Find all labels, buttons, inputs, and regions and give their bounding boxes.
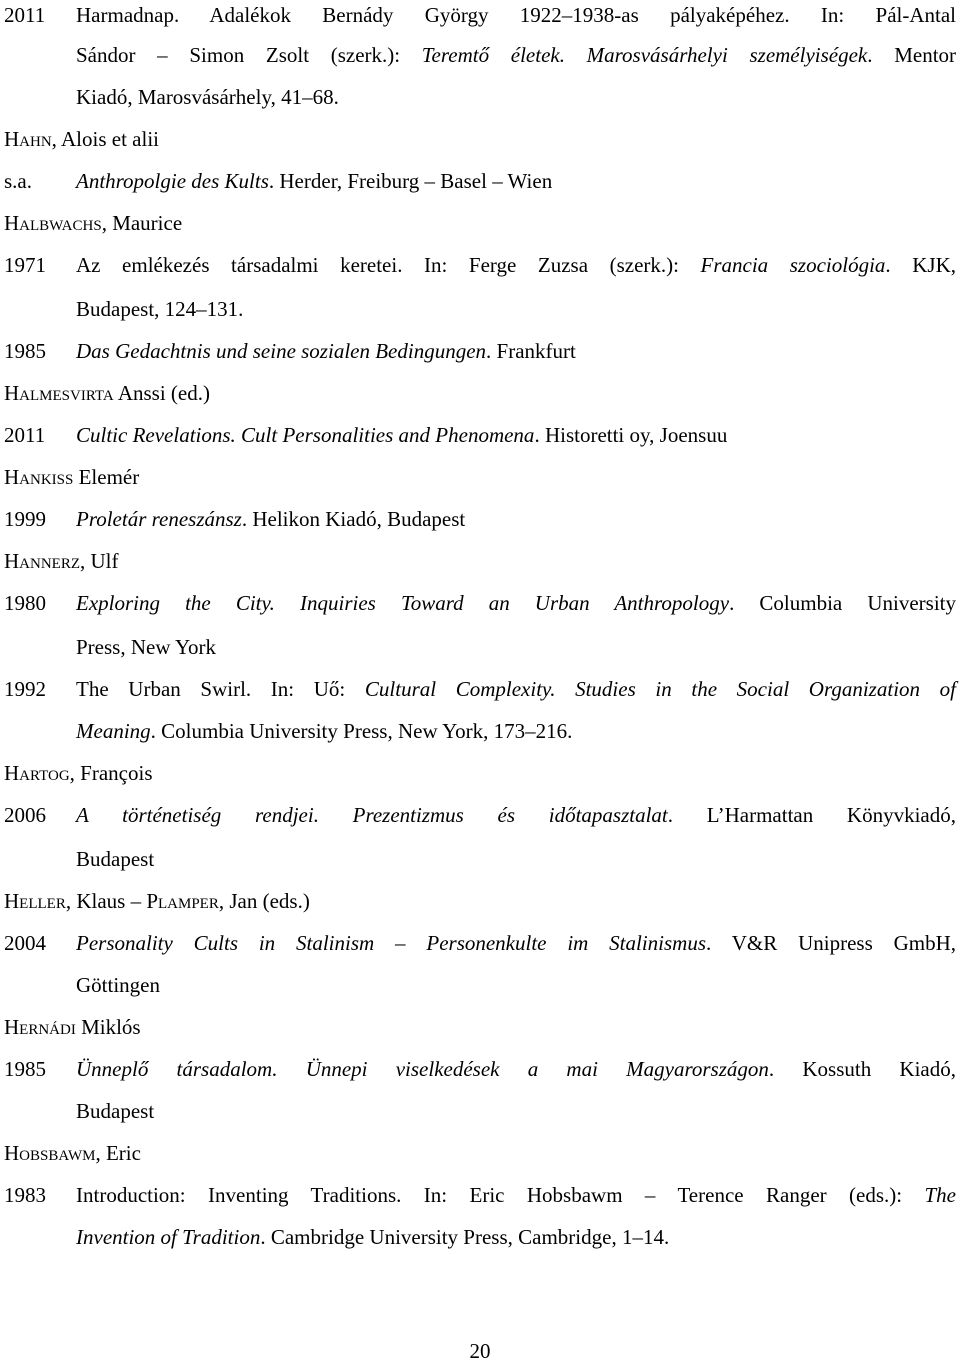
entry-year: s.a. <box>4 169 32 193</box>
entry-text: Göttingen <box>76 973 160 997</box>
bib-entry-line <box>4 970 956 1000</box>
entry-publisher: . Helikon Kiadó, Budapest <box>241 507 466 531</box>
entry-publisher: . Columbia University <box>729 591 956 615</box>
bib-entry-line <box>4 294 956 324</box>
author-surname: Hartog <box>4 761 70 785</box>
entry-title: Francia szociológia <box>700 253 886 277</box>
bib-entry-line <box>4 632 956 662</box>
bib-entry-line <box>4 0 956 30</box>
author-heading <box>4 886 956 916</box>
entry-title: Das Gedachtnis und seine sozialen Bedingungen <box>76 339 487 363</box>
bib-entry-line <box>4 588 956 618</box>
bib-entry-line <box>4 716 956 746</box>
author-surname: Hahn <box>4 127 52 151</box>
entry-title: Teremtő életek. Marosvásárhelyi személyiségek <box>421 43 868 67</box>
entry-title: Cultural Complexity. Studies in the Social Organization of <box>364 677 956 701</box>
entry-publisher: . Frankfurt <box>486 339 576 363</box>
bib-entry-line <box>4 420 956 450</box>
bib-entry-line <box>4 1054 956 1084</box>
entry-year: 2011 <box>4 3 46 27</box>
entry-year: 2006 <box>4 803 46 827</box>
author-heading <box>4 546 956 576</box>
entry-year: 2004 <box>4 931 46 955</box>
author-heading <box>4 758 956 788</box>
bib-entry-line <box>4 336 956 366</box>
entry-year: 1985 <box>4 1057 46 1081</box>
author-surname: Plamper <box>146 889 219 913</box>
entry-text: Press, New York <box>76 635 217 659</box>
entry-title: The <box>924 1183 956 1207</box>
author-given: , François <box>69 761 153 785</box>
page-number: 20 <box>469 1339 491 1363</box>
entry-year: 1985 <box>4 339 46 363</box>
entry-title: Meaning <box>76 719 151 743</box>
entry-publisher: . V&R Unipress GmbH, <box>706 931 957 955</box>
entry-year: 2011 <box>4 423 46 447</box>
entry-year: 1983 <box>4 1183 46 1207</box>
author-given: , Alois et alii <box>51 127 159 151</box>
entry-publisher: . Historetti oy, Joensuu <box>534 423 728 447</box>
author-given: , Jan (eds.) <box>218 889 310 913</box>
entry-title: Invention of Tradition <box>76 1225 261 1249</box>
bib-entry-line <box>4 40 956 70</box>
entry-text: Introduction: Inventing Traditions. In: Eric Hobsbawm – Terence Ranger (eds.): <box>76 1183 925 1207</box>
author-heading <box>4 462 956 492</box>
bib-entry-line <box>4 844 956 874</box>
author-heading <box>4 1012 956 1042</box>
author-heading <box>4 124 956 154</box>
entry-publisher: . KJK, <box>885 253 956 277</box>
entry-text: The Urban Swirl. In: Uő: <box>76 677 365 701</box>
author-given: Elemér <box>73 465 140 489</box>
entry-text: Budapest <box>76 1099 155 1123</box>
entry-publisher: . Herder, Freiburg – Basel – Wien <box>268 169 553 193</box>
author-heading <box>4 208 956 238</box>
author-surname: Hankiss <box>4 465 74 489</box>
entry-text: Budapest, 124–131. <box>76 297 244 321</box>
entry-title: Personality Cults in Stalinism – Personenkulte im Stalinismus <box>76 931 707 955</box>
entry-year: 1992 <box>4 677 46 701</box>
author-given: , Eric <box>95 1141 141 1165</box>
bib-entry-line <box>4 800 956 830</box>
entry-title: Proletár reneszánsz <box>76 507 242 531</box>
author-surname: Hobsbawm <box>4 1141 96 1165</box>
entry-year: 1980 <box>4 591 46 615</box>
bib-entry-line <box>4 674 956 704</box>
entry-title: Exploring the City. Inquiries Toward an Urban Anthropology <box>76 591 730 615</box>
entry-publisher: . Kossuth Kiadó, <box>768 1057 956 1081</box>
author-surname: Halmesvirta <box>4 381 114 405</box>
author-given: Anssi (ed.) <box>113 381 210 405</box>
entry-title: Anthropolgie des Kults <box>76 169 269 193</box>
author-surname: Heller <box>4 889 66 913</box>
entry-text: Harmadnap. Adalékok Bernády György 1922–1938-as pályaképéhez. In: Pál-Antal <box>76 3 956 27</box>
author-surname: Hannerz <box>4 549 80 573</box>
author-given: Miklós <box>75 1015 141 1039</box>
entry-year: 1999 <box>4 507 46 531</box>
entry-publisher: . Mentor <box>867 43 957 67</box>
bib-entry-line <box>4 928 956 958</box>
entry-publisher: . Cambridge University Press, Cambridge, 1–14. <box>260 1225 670 1249</box>
entry-text: Budapest <box>76 847 155 871</box>
author-heading <box>4 378 956 408</box>
author-surname: Hernádi <box>4 1015 76 1039</box>
author-given: , Maurice <box>101 211 183 235</box>
entry-publisher: . Columbia University Press, New York, 173–216. <box>150 719 573 743</box>
entry-text-block <box>76 40 956 70</box>
entry-text: Sándor – Simon Zsolt (szerk.): <box>76 43 422 67</box>
entry-title: A történetiség rendjei. Prezentizmus és időtapasztalat <box>76 803 668 827</box>
bib-entry-line <box>4 82 956 112</box>
entry-text: Kiadó, Marosvásárhely, 41–68. <box>76 85 339 109</box>
entry-publisher: . L’Harmattan Könyvkiadó, <box>667 803 956 827</box>
author-given: , Klaus – <box>65 889 147 913</box>
bib-entry-line <box>4 1222 956 1252</box>
bib-entry-line <box>4 1096 956 1126</box>
bib-entry-line <box>4 504 956 534</box>
entry-year: 1971 <box>4 253 46 277</box>
author-heading <box>4 1138 956 1168</box>
entry-title: Ünneplő társadalom. Ünnepi viselkedések a mai Magyarországon <box>76 1057 769 1081</box>
bib-entry-line <box>4 1180 956 1210</box>
entry-text: Az emlékezés társadalmi keretei. In: Ferge Zuzsa (szerk.): <box>76 253 701 277</box>
author-surname: Halbwachs <box>4 211 102 235</box>
bib-entry-line <box>4 166 956 196</box>
author-given: , Ulf <box>80 549 119 573</box>
entry-title: Cultic Revelations. Cult Personalities and Phenomena <box>76 423 535 447</box>
bib-entry-line <box>4 250 956 280</box>
